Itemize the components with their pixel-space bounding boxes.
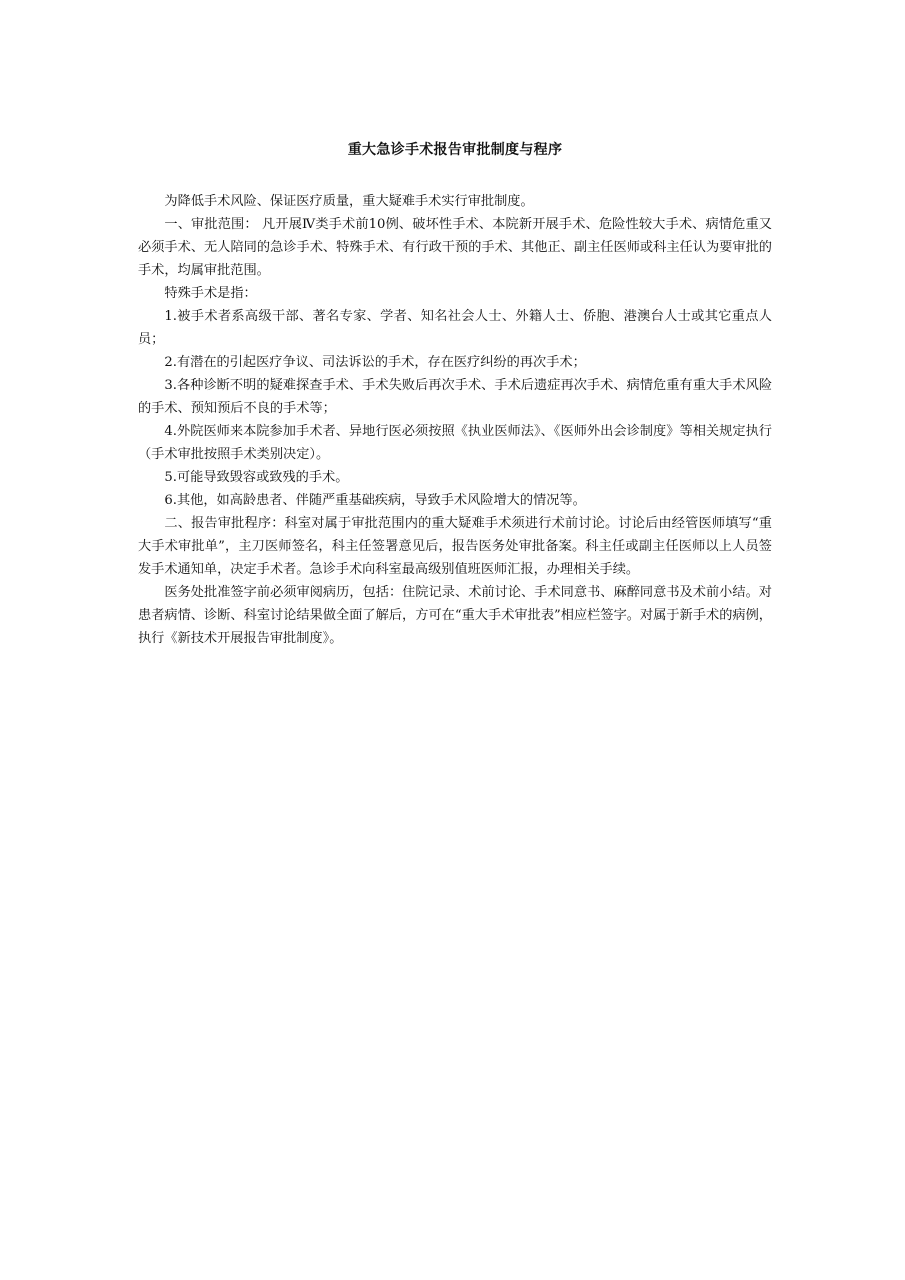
paragraph-procedure: 二、报告审批程序：科室对属于审批范围内的重大疑难手术须进行术前讨论。讨论后由经管医师填写“重大手术审批单”，主刀医师签名，科主任签署意见后，报告医务处审批备案。科主任或副主任医师以上人员签发手术通知单，决定手术者。急诊手术向科室最高级别值班医师汇报，办理相关手续。 bbox=[138, 516, 772, 577]
document-title: 重大急诊手术报告审批制度与程序 bbox=[347, 142, 563, 158]
paragraph-special-item-6: 6.其他，如高龄患者、伴随严重基础疾病，导致手术风险增大的情况等。 bbox=[164, 493, 586, 508]
paragraph-review: 医务处批准签字前必须审阅病历，包括：住院记录、术前讨论、手术同意书、麻醉同意书及术前小结。对患者病情、诊断、科室讨论结果做全面了解后，方可在“重大手术审批表”相应栏签字。对属于新手术的病例，执行《新技术开展报告审批制度》。 bbox=[138, 585, 772, 646]
paragraph-special-item-3: 3.各种诊断不明的疑难探查手术、手术失败后再次手术、手术后遗症再次手术、病情危重有重大手术风险的手术、预知预后不良的手术等； bbox=[138, 378, 772, 416]
paragraph-special-item-1: 1.被手术者系高级干部、著名专家、学者、知名社会人士、外籍人士、侨胞、港澳台人士或其它重点人员； bbox=[138, 309, 772, 347]
paragraph-scope: 一、审批范围： 凡开展Ⅳ类手术前10例、破坏性手术、本院新开展手术、危险性较大手术、病情危重又必须手术、无人陪同的急诊手术、特殊手术、有行政干预的手术、其他正、副主任医师或科主任认为要审批的手术，均属审批范围。 bbox=[138, 217, 772, 278]
paragraph-special-heading: 特殊手术是指： bbox=[164, 286, 257, 301]
paragraph-special-item-5: 5.可能导致毁容或致残的手术。 bbox=[164, 470, 349, 485]
paragraph-special-item-2: 2.有潜在的引起医疗争议、司法诉讼的手术，存在医疗纠纷的再次手术； bbox=[164, 355, 586, 370]
paragraph-special-item-4: 4.外院医师来本院参加手术者、异地行医必须按照《执业医师法》、《医师外出会诊制度》等相关规定执行（手术审批按照手术类别决定）。 bbox=[138, 424, 772, 462]
document-page bbox=[138, 140, 772, 650]
paragraph-intro: 为降低手术风险、保证医疗质量，重大疑难手术实行审批制度。 bbox=[164, 194, 534, 209]
